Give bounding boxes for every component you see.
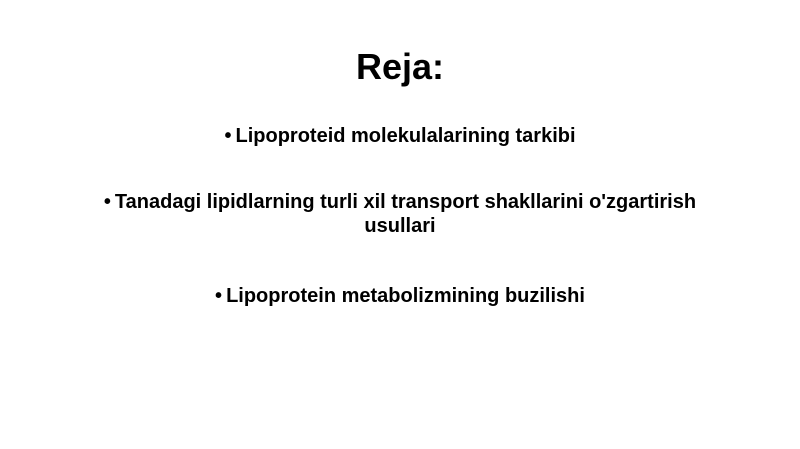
slide-title: Reja:: [355, 46, 445, 87]
bullet-item: [80, 124, 720, 148]
bullet-dot-icon: •: [103, 191, 111, 213]
bullet-item: [80, 190, 720, 238]
bullet-item: [80, 284, 720, 308]
bullet-text: Lipoprotein metabolizmining buzilishi: [226, 285, 585, 307]
bullet-text: Lipoproteid molekulalarining tarkibi: [235, 125, 576, 147]
bullet-dot-icon: •: [215, 285, 223, 307]
bullet-text: Tanadagi lipidlarning turli xil transport shakllarini o'zgartirish usullari: [114, 191, 697, 237]
bullet-dot-icon: •: [224, 125, 232, 147]
